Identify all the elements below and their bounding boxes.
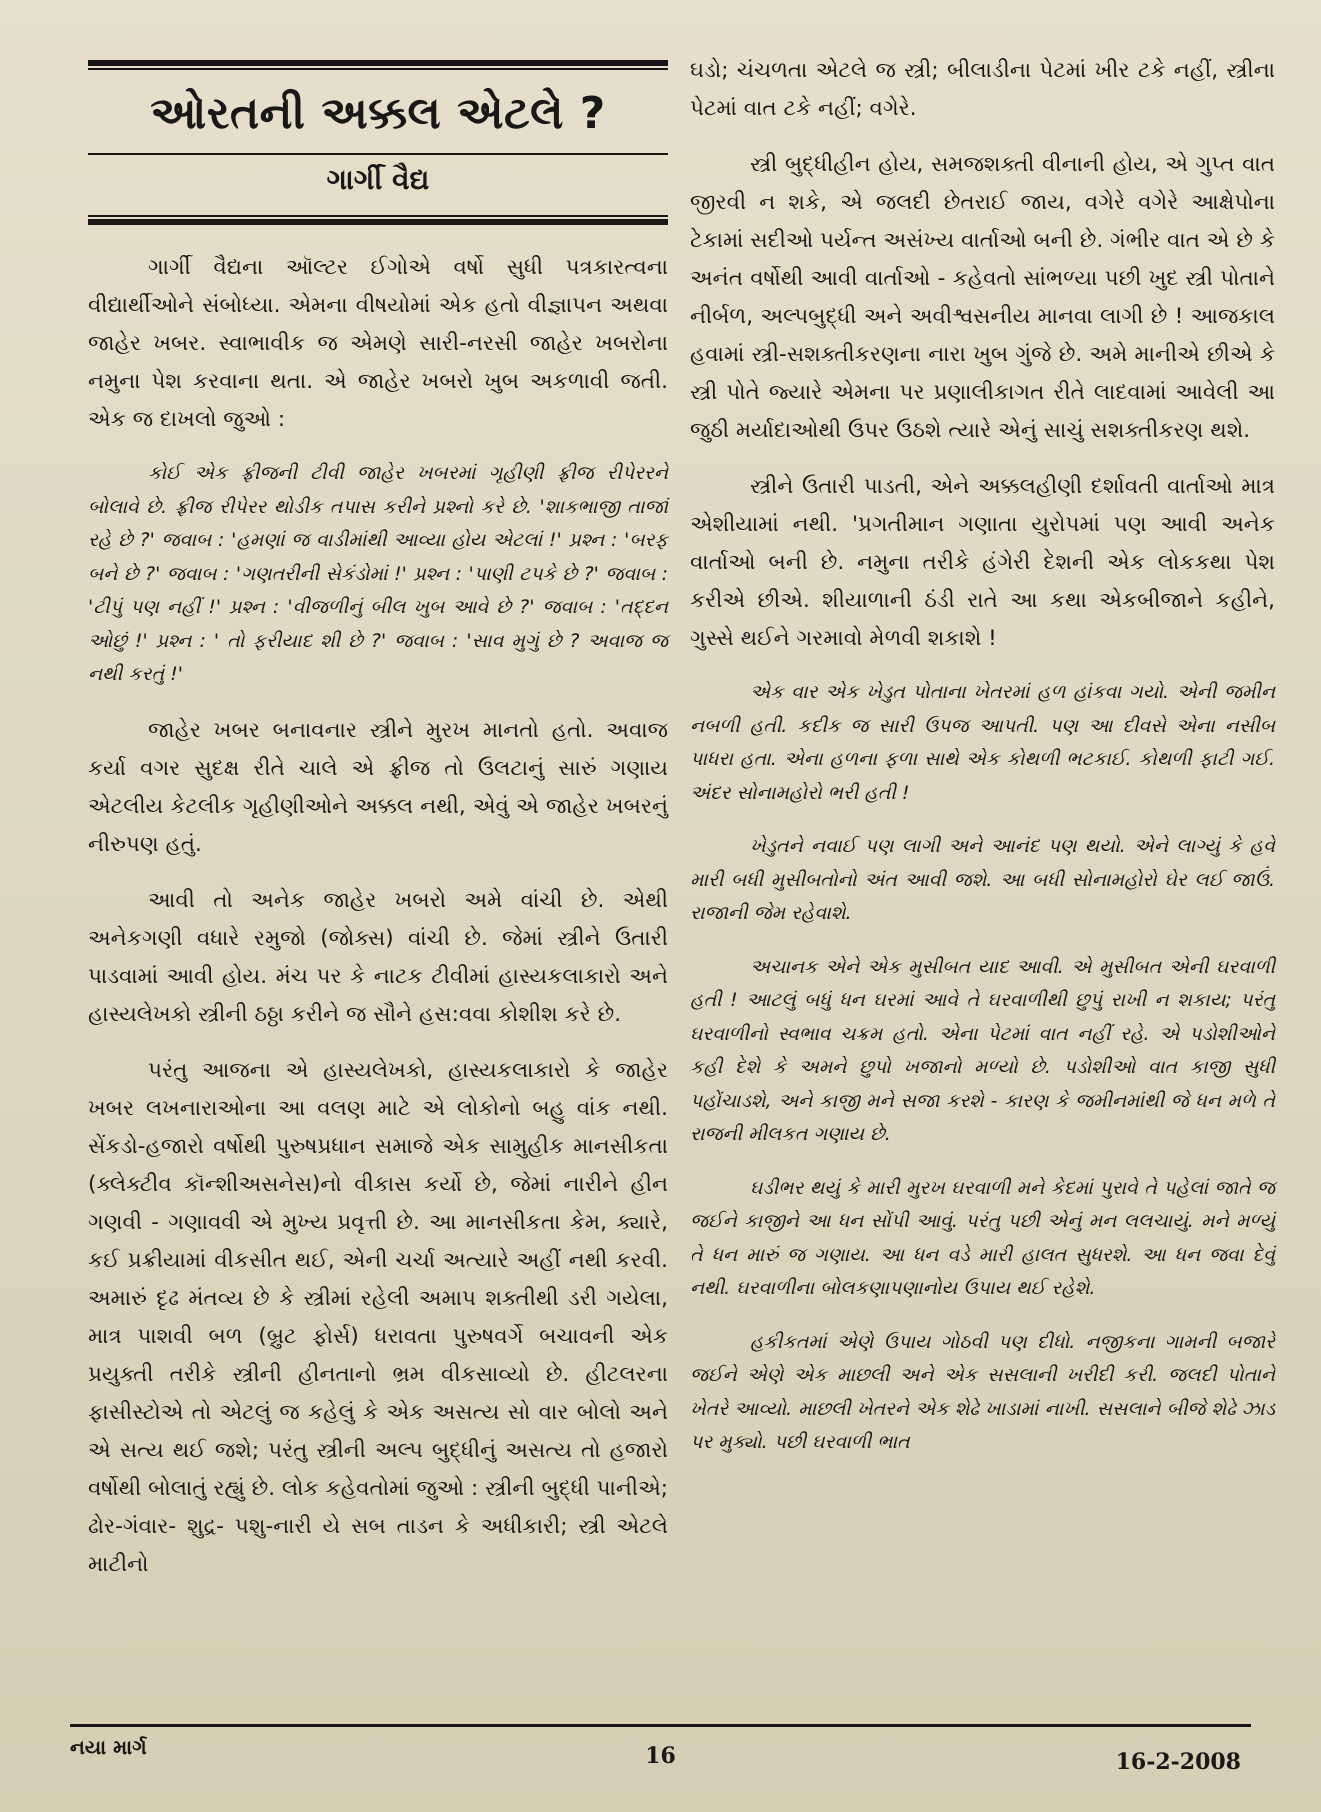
page-number: 16 (645, 1743, 676, 1769)
left-paragraph-1: ગાર્ગી વૈદ્યના ઑલ્ટર ઈગોએ વર્ષો સુધી પત્રકારત્વના વીદ્યાર્થીઓને સંબોધ્યા. એમના વીષયોમાં એક હતો વીજ્ઞાપન અથવા જાહેર ખબર. સ્વાભાવીક જ એમણે સારી-નરસી જાહેર ખબરોના નમુના પેશ કરવાના થતા. એ જાહેર ખબરો ખુબ અકળાવી જતી. એક જ દાખલો જુઓ : (88, 255, 668, 432)
right-paragraph-2: સ્ત્રીને ઉતારી પાડતી, એને અક્કલહીણી દર્શાવતી વાર્તાઓ માત્ર એશીયામાં નથી. 'પ્રગતીમાન ગણાતા યુરોપમાં પણ આવી અનેક વાર્તાઓ બની છે. નમુના તરીકે હંગેરી દેશની એક લોકકથા પેશ કરીએ છીએ. શીયાળાની ઠંડી રાતે આ કથા એકબીજાને કહીને, ગુસ્સે થઈને ગરમાવો મેળવી શકાશે ! (690, 474, 1275, 651)
story-paragraph-2: ખેડુતને નવાઈ પણ લાગી અને આનંદ પણ થયો. એને લાગ્યું કે હવે મારી બધી મુસીબતોનો અંત આવી જશે. આ બધી સોનામહોરો ઘેર લઈ જાઉં. રાજાની જેમ રહેવાશે. (690, 835, 1275, 924)
title-top-thin-rule (88, 68, 668, 70)
left-column (88, 60, 668, 1602)
story-paragraph-5: હકીકતમાં એણે ઉપાય ગોઠવી પણ દીધો. નજીકના ગામની બજારે જઈને એણે એક માછલી અને એક સસલાની ખરીદી કરી. જલદી પોતાને ખેતરે આવ્યો. માછલી ખેતરને એક શેઢે ખાડામાં નાખી. સસલાને બીજે શેઢે ઝાડ પર મુક્યો. પછી ઘરવાળી ભાત (690, 1330, 1275, 1453)
author-bottom-rule (88, 219, 668, 225)
issue-date: 16-2-2008 (1115, 1749, 1241, 1775)
right-paragraph-0: ઘડો; ચંચળતા એટલે જ સ્ત્રી; બીલાડીના પેટમાં ખીર ટકે નહીં, સ્ત્રીના પેટમાં વાત ટકે નહીં; વગેરે. (690, 58, 1275, 121)
left-paragraph-2: જાહેર ખબર બનાવનાર સ્ત્રીને મુરખ માનતો હતો. અવાજ કર્યા વગર સુદક્ષ રીતે ચાલે એ ફ્રીજ તો ઉલટાનું સારું ગણાય એટલીય કેટલીક ગૃહીણીઓને અક્કલ નથી, એવું એ જાહેર ખબરનું નીરુપણ હતું. (88, 717, 668, 857)
title-divider-rule (88, 153, 668, 155)
magazine-name: નયા માર્ગ (70, 1735, 147, 1759)
title-top-rule (88, 60, 668, 66)
article-author: ગાર્ગી વૈદ્ય (326, 163, 430, 196)
article-title: ઓરતની અક્કલ એટલે ? (150, 88, 606, 139)
left-italic-quote: કોઈ એક ફ્રીજની ટીવી જાહેર ખબરમાં ગૃહીણી ફ્રીજ રીપેરરને બોલાવે છે. ફ્રીજ રીપેરર થોડીક તપાસ કરીને પ્રશ્નો કરે છે. 'શાકભાજી તાજાં રહે છે ?' જવાબ : 'હમણાં જ વાડીમાંથી આવ્યા હોય એટલાં !' પ્રશ્ન : 'બરફ બને છે ?' જવાબ : 'ગણતરીની સેકંડોમાં !' પ્રશ્ન : 'પાણી ટપકે છે ?' જવાબ : 'ટીપું પણ નહીં !' પ્રશ્ન : 'વીજળીનું બીલ ખુબ આવે છે ?' જવાબ : 'તદ્દન ઓછું !' પ્રશ્ન : ' તો ફરીયાદ શી છે ?' જવાબ : 'સાવ મુગું છે ? અવાજ જ નથી કરતું !' (88, 462, 668, 685)
right-paragraph-1: સ્ત્રી બુદ્ધીહીન હોય, સમજશક્તી વીનાની હોય, એ ગુપ્ત વાત જીરવી ન શકે, એ જલદી છેતરાઈ જાય, વગેરે વગેરે આક્ષેપોના ટેકામાં સદીઓ પર્યન્ત અસંખ્ય વાર્તાઓ બની છે. ગંભીર વાત એ છે કે અનંત વર્ષોથી આવી વાર્તાઓ - કહેવતો સાંભળ્યા પછી ખુદ સ્ત્રી પોતાને નીર્બળ, અલ્પબુદ્ધી અને અવીશ્વસનીય માનવા લાગી છે ! આજકાલ હવામાં સ્ત્રી-સશક્તીકરણના નારા ખુબ ગુંજે છે. અમે માનીએ છીએ કે સ્ત્રી પોતે જ્યારે એમના પર પ્રણાલીકાગત રીતે લાદવામાં આવેલી આ જુઠી મર્યાદાઓથી ઉપર ઉઠશે ત્યારે એનું સાચું સશક્તીકરણ થશે. (690, 152, 1275, 443)
story-paragraph-1: એક વાર એક ખેડુત પોતાના ખેતરમાં હળ હાંકવા ગયો. એની જમીન નબળી હતી. કદીક જ સારી ઉપજ આપતી. પણ આ દીવસે એના નસીબ પાધરા હતા. એના હળના ફળા સાથે એક કોથળી ભટકાઈ. કોથળી ફાટી ગઈ. અંદર સોનામહોરો ભરી હતી ! (690, 681, 1275, 804)
page-footer (70, 1724, 1251, 1775)
left-paragraph-3: આવી તો અનેક જાહેર ખબરો અમે વાંચી છે. એથી અનેકગણી વધારે રમુજો (જોક્સ) વાંચી છે. જેમાં સ્ત્રીને ઉતારી પાડવામાં આવી હોય. મંચ પર કે નાટક ટીવીમાં હાસ્યકલાકારો અને હાસ્યલેખકો સ્ત્રીની ઠઠ્ઠા કરીને જ સૌને હસ:વવા કોશીશ કરે છે. (88, 887, 668, 1027)
story-paragraph-4: ઘડીભર થયું કે મારી મુરખ ઘરવાળી મને કેદમાં પુરાવે તે પહેલાં જાતે જ જઈને કાજીને આ ધન સોંપી આવું. પરંતુ પછી એનું મન લલચાયું. મને મળ્યું તે ધન મારું જ ગણાય. આ ધન વડે મારી હાલત સુધરશે. આ ધન જવા દેવું નથી. ઘરવાળીના બોલકણાપણાનોય ઉપાય થઈ રહેશે. (690, 1176, 1275, 1299)
left-paragraph-4: પરંતુ આજના એ હાસ્યલેખકો, હાસ્યકલાકારો કે જાહેર ખબર લખનારાઓના આ વલણ માટે એ લોકોનો બહુ વાંક નથી. સેંકડો-હજારો વર્ષોથી પુરુષપ્રધાન સમાજે એક સામુહીક માનસીકતા (ક્લેક્ટીવ કૉન્શીઅસનેસ)નો વીકાસ કર્યો છે, જેમાં નારીને હીન ગણવી - ગણાવવી એ મુખ્ય પ્રવૃત્તી છે. આ માનસીકતા કેમ, ક્યારે, કઈ પ્રક્રીયામાં વીકસીત થઈ, એની ચર્ચા અત્યારે અહીં નથી કરવી. અમારું દૃઢ મંતવ્ય છે કે સ્ત્રીમાં રહેલી અમાપ શક્તીથી ડરી ગયેલા, માત્ર પાશવી બળ (બ્રુટ ફોર્સ) ધરાવતા પુરુષવર્ગે બચાવની એક પ્રયુક્તી તરીકે સ્ત્રીની હીનતાનો ભ્રમ વીકસાવ્યો છે. હીટલરના ફાસીસ્ટોએ તો એટલું જ કહેલું કે એક અસત્ય સો વાર બોલો અને એ સત્ય થઈ જશે; પરંતુ સ્ત્રીની અલ્પ બુદ્ધીનું અસત્ય તો હજારો વર્ષોથી બોલાતું રહ્યું છે. લોક કહેવતોમાં જુઓ : સ્ત્રીની બુદ્ધી પાનીએ; ઢોર-ગંવાર- શુદ્ર- પશુ-નારી યે સબ તાડન કે અધીકારી; સ્ત્રી એટલે માટીનો (88, 1057, 668, 1577)
author-bottom-thin-rule (88, 215, 668, 217)
story-paragraph-3: અચાનક એને એક મુસીબત યાદ આવી. એ મુસીબત એની ઘરવાળી હતી ! આટલું બધું ધન ઘરમાં આવે તે ઘરવાળીથી છુપું રાખી ન શકાય; પરંતુ ઘરવાળીનો સ્વભાવ ચક્રમ હતો. એના પેટમાં વાત નહીં રહે. એ પડોશીઓને કહી દેશે કે અમને છુપો ખજાનો મળ્યો છે. પડોશીઓ વાત કાજી સુધી પહોંચાડશે, અને કાજી મને સજા કરશે - કારણ કે જમીનમાંથી જે ધન મળે તે રાજની મીલકત ગણાય છે. (690, 955, 1275, 1145)
right-column (690, 52, 1275, 1480)
